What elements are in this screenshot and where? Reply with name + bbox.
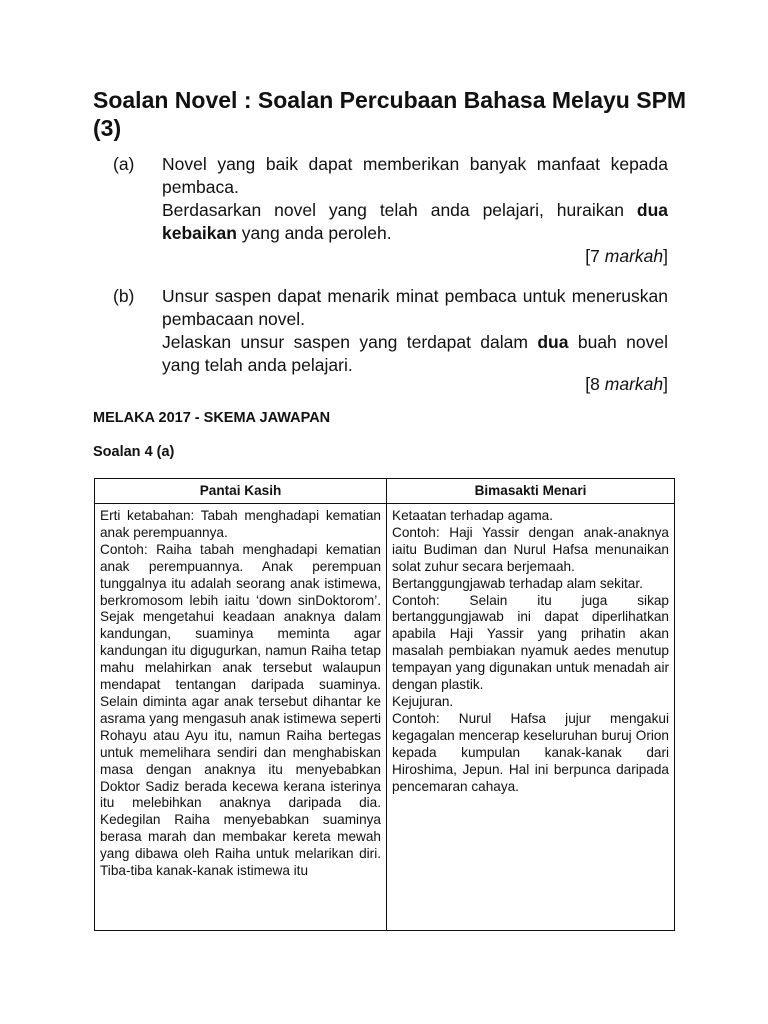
- question-b-line2-pre: Jelaskan unsur saspen yang terdapat dalam: [162, 332, 538, 352]
- marks-open: [7: [585, 246, 605, 266]
- marks-word: markah: [604, 374, 664, 394]
- marks-close: ]: [663, 374, 668, 394]
- right-para-1: Ketaatan terhadap agama.: [392, 508, 553, 523]
- table-cell-left: [95, 504, 387, 931]
- question-a-marks: [585, 245, 668, 268]
- right-para-2: Contoh: Haji Yassir dengan anak-anaknya iaitu Budiman dan Nurul Hafsa menunaikan solat zuhur secara berjemaah.: [392, 524, 669, 574]
- right-para-3: Bertanggungjawab terhadap alam sekitar.: [392, 575, 643, 591]
- question-b-line1: Unsur saspen dapat menarik minat pembaca untuk meneruskan pembacaan novel.: [162, 286, 668, 329]
- table-cell-right: [387, 504, 675, 931]
- question-b-label: (b): [113, 286, 135, 306]
- marks-word: markah: [604, 246, 664, 266]
- question-b-line2-post: buah novel yang telah anda pelajari.: [162, 332, 668, 375]
- left-para-1: Erti ketabahan: Tabah menghadapi kematian anak perempuannya.: [100, 508, 381, 540]
- scheme-heading: MELAKA 2017 - SKEMA JAWAPAN: [93, 410, 331, 426]
- question-a-label: (a): [113, 154, 135, 174]
- right-para-5: Kejujuran.: [392, 693, 454, 709]
- question-a-line2-pre: Berdasarkan novel yang telah anda pelajari, huraikan: [162, 200, 637, 220]
- right-para-6: Contoh: Nurul Hafsa jujur mengakui kegagalan mencerap keseluruhan buruj Orion kepada kumpulan kanak-kanak dari Hiroshima, Jepun. Hal ini berpunca daripada pencemaran cahaya.: [392, 710, 669, 794]
- question-b-marks: [585, 373, 668, 396]
- question-b-line2-bold: dua: [537, 332, 569, 352]
- question-b-body: [162, 285, 668, 377]
- marks-open: [8: [585, 374, 605, 394]
- answer-table: [94, 478, 675, 931]
- question-a-line2: [162, 199, 668, 245]
- marks-close: ]: [663, 246, 668, 266]
- question-b-line2: [162, 331, 668, 377]
- table-header-bimasakti-menari: Bimasakti Menari: [387, 479, 675, 504]
- table-header-pantai-kasih: Pantai Kasih: [95, 479, 387, 504]
- soalan-heading: Soalan 4 (a): [93, 444, 175, 460]
- question-a-line2-post: yang anda peroleh.: [236, 223, 392, 243]
- question-a-line1: Novel yang baik dapat memberikan banyak manfaat kepada pembaca.: [162, 154, 668, 197]
- page-title: Soalan Novel : Soalan Percubaan Bahasa Melayu SPM (3): [93, 87, 687, 141]
- table-row: [95, 504, 675, 931]
- question-a-line2-bold: dua kebaikan: [162, 200, 668, 243]
- left-para-2: Contoh: Raiha tabah menghadapi kematian anak perempuannya. Anak perempuan tunggalnya itu adalah seorang anak istimewa, berkromosom lebih iaitu ‘down sinDoktorom’. Sejak mengetahui keadaan anaknya dalam kandungan, suaminya meminta agar kandungan itu digugurkan, namun Raiha tetap mahu melahirkan anak tersebut walaupun mendapat tentangan daripada suaminya. Selain diminta agar anak tersebut dihantar ke asrama yang mengasuh anak istimewa seperti Rohayu atau Ayu itu, namun Raiha bertegas untuk memelihara sendiri dan menghabiskan masa dengan anaknya itu menyebabkan Doktor Sadiz berada kecewa kerana isterinya itu melebihkan anaknya daripada dia. Kedegilan Raiha menyebabkan suaminya berasa marah dan membakar kereta mewah yang dibawa oleh Raiha untuk melarikan diri. Tiba-tiba kanak-kanak istimewa itu: [100, 541, 381, 879]
- question-a-body: [162, 153, 668, 245]
- right-para-4: Contoh: Selain itu juga sikap bertanggungjawab ini dapat diperlihatkan apabila Haji Yassir yang prihatin akan masalah pembiakan nyamuk aedes menutup tempayan yang digunakan untuk menadah air dengan plastik.: [392, 592, 669, 693]
- table-header-row: [95, 479, 675, 504]
